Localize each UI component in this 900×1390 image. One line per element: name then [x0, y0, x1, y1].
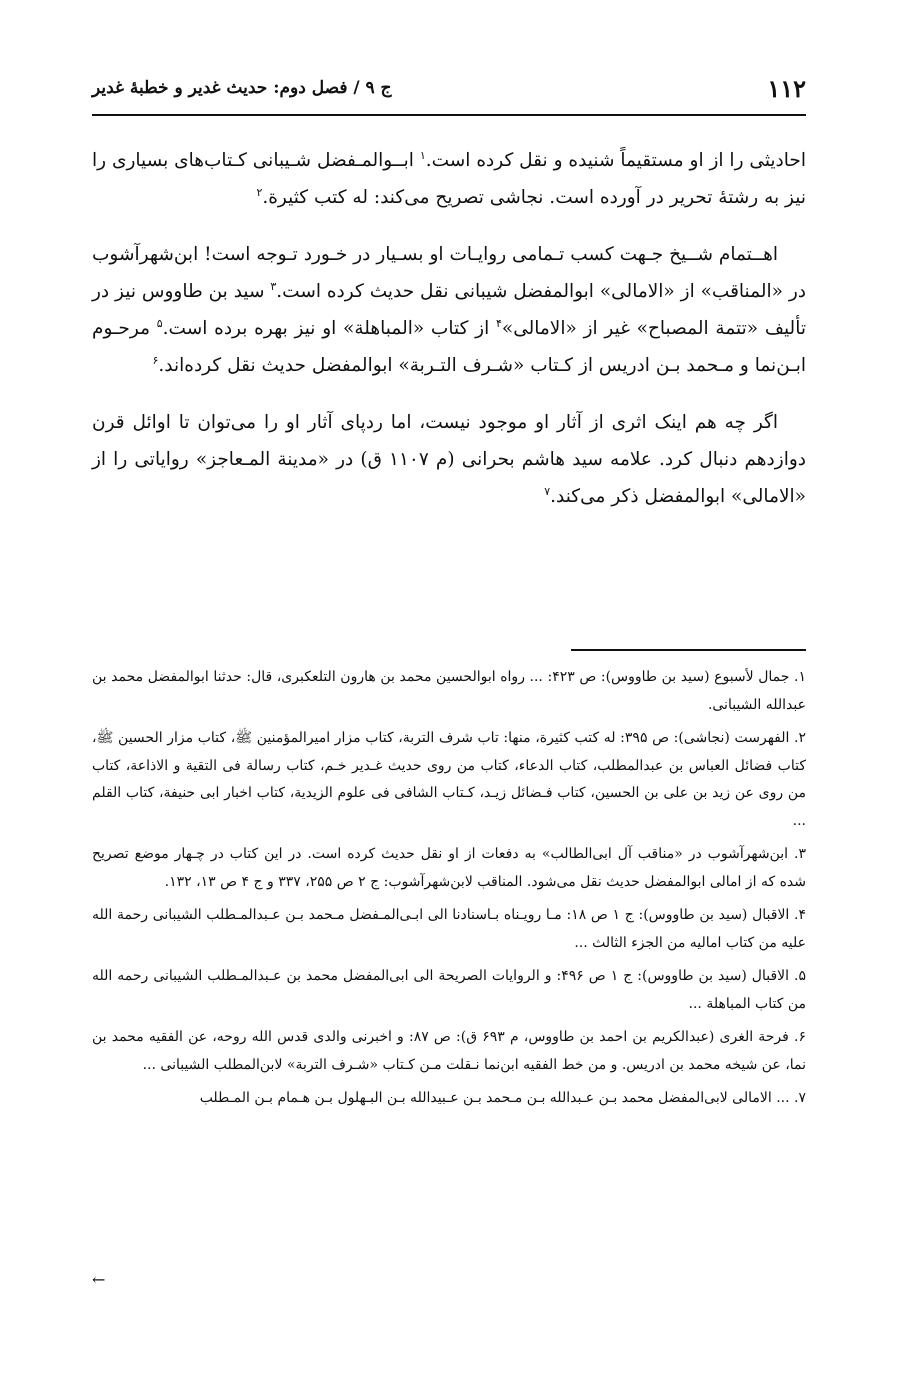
text-run: از کتاب «المباهلة» او نیز بهره برده است. [162, 318, 496, 339]
text-run: اهــتمام شــیخ جـهت کسب تـمامی روایـات او بسـیار در خـورد تـوجه است! ابن‌شهرآشوب در «المناقب» از «الامالی» ابوالمفضل شیبانی نقل حدیث کرده است. [92, 244, 806, 302]
footnote-5: ۵. الاقبال (سید بن طاووس): ج ۱ ص ۴۹۶: و الروایات الصریحة الی ابی‌المفضل محمد بن عـبدالمـطلب الشیبانی رحمه الله من کتاب المباهلة ... [92, 968, 807, 1012]
text-run: اگر چه هم اینک اثری از آثار او موجود نیست، اما ردپای آثار او را می‌توان تا اوائل قرن دوازدهم دنبال کرد. علامه سید هاشم بحرانی (م ۱۱۰۷ ق) در «مدینة المـعاجز» روایاتی را از «الامالی» ابوالمفضل ذکر می‌کند. [92, 412, 807, 507]
footnote-separator [571, 649, 806, 651]
paragraph-2 [92, 236, 806, 384]
footnote-7: ۷. ... الامالی لابی‌المفضل محمد بـن عـبدالله بـن مـحمد بـن عـبیدالله بـن البـهلول بـن هـمام بـن المـطلب [199, 1090, 806, 1106]
header-rule [92, 114, 806, 116]
footnote-ref[interactable]: ۷ [544, 484, 551, 498]
running-title: ج ۹ / فصل دوم: حدیث غدیر و خطبهٔ غدیر [92, 78, 392, 98]
footnote-ref[interactable]: ۳ [270, 279, 277, 293]
page-number: ۱۱۲ [767, 74, 806, 103]
paragraph-1 [92, 142, 806, 216]
footnote-3: ۳. ابن‌شهرآشوب در «مناقب آل ابی‌الطالب» به دفعات از او نقل حدیث کرده است. در این کتاب در چـهار موضع تصریح شده که از امالی ابوالمفضل حدیث نقل می‌شود. المناقب لابن‌شهرآشوب: ج ۲ ص ۲۵۵، ۳۳۷ و ج ۴ ص ۱۳، ۱۳۲. [92, 846, 806, 890]
text-run: مرحـوم ابـن‌نما و مـحمد بـن ادریس از کـتاب «شـرف التـربة» ابوالمفضل حدیث نقل کرده‌اند. [92, 318, 806, 376]
footnote-ref[interactable]: ۶ [152, 353, 159, 367]
footnote-ref[interactable]: ۴ [495, 316, 502, 330]
continuation-arrow-icon: ← [92, 1270, 106, 1289]
text-run: ابــوالمـفضل شـیبانی کـتاب‌های بسیاری را نیز به رشتهٔ تحریر در آورده است. نجاشی تصریح می‌کند: له کتب کثیرة. [92, 150, 806, 208]
footnote-1: ۱. جمال لأسبوع (سید بن طاووس): ص ۴۲۳: ... رواه ابوالحسین محمد بن هارون التلعکبری، قال: حدثنا ابوالمفضل محمد بن عبدالله الشیبانی. [92, 669, 806, 713]
main-text [92, 142, 806, 535]
text-run: احادیثی را از او مستقیماً شنیده و نقل کرده است. [425, 150, 807, 171]
footnote-ref[interactable]: ۵ [156, 316, 163, 330]
footnote-ref[interactable]: ۲ [256, 185, 263, 199]
footnotes [92, 664, 806, 1119]
footnote-6: ۶. فرحة الغری (عبدالکریم بن احمد بن طاووس، م ۶۹۳ ق): ص ۸۷: و اخبرنی والدی قدس الله روحه، عن الفقیه محمد بن نما، عن شیخه محمد بن ادریس. و من خط الفقیه ابن‌نما نـقلت مـن کـتاب «شـرف التربة» لابن‌المطلب الشیبانی ... [92, 1029, 807, 1073]
footnote-2: ۲. الفهرست (نجاشی): ص ۳۹۵: له کتب کثیرة، منها: تاب شرف التربة، کتاب مزار امیرالمؤمنین ﷺ، کتاب مزار الحسین ﷺ، کتاب فضائل العباس بن عبدالمطلب، کتاب الدعاء، کتاب من روی حدیث غـدیر خـم، کتاب رسالة فی التقیة و الاذاعة، کتاب من روی عن زید بن علی بن الحسین، کتاب فـضائل زیـد، کـتاب الشافی فی علوم الزیدیة، کتاب اخبار ابی حنیفة، کتاب القلم ... [92, 730, 806, 829]
footnote-4: ۴. الاقبال (سید بن طاووس): ج ۱ ص ۱۸: مـا رویـناه بـاسنادنا الی ابـی‌المـفضل مـحمد بـن عـبدالمـطلب الشیبانی رحمة الله علیه من کتاب امالیه من الجزء الثالث ... [92, 907, 806, 951]
page-header [92, 70, 806, 110]
footnote-ref[interactable]: ۱ [419, 148, 426, 162]
paragraph-3 [92, 404, 806, 515]
text-run: سید بن طاووس نیز در تألیف «تتمة المصباح» غیر از «الامالی» [92, 281, 806, 339]
